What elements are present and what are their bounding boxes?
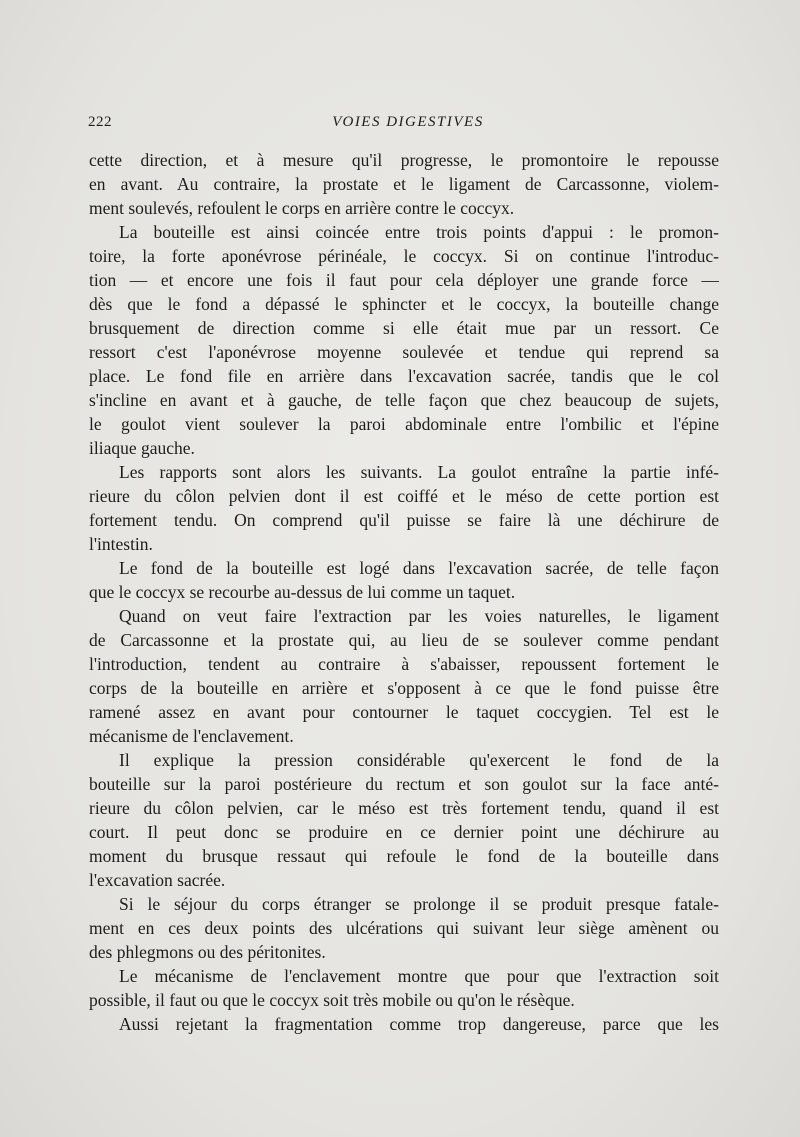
text-line: possible, il faut ou que le coccyx soit très mobile ou qu'on le résèque. bbox=[89, 990, 575, 1010]
text-line: ressort c'est l'aponévrose moyenne soulevée et tendue qui reprend sa bbox=[89, 342, 719, 362]
text-line: en avant. Au contraire, la prostate et le ligament de Carcassonne, violem- bbox=[89, 174, 719, 194]
text-line: l'introduction, tendent au contraire à s'abaisser, repoussent fortement le bbox=[89, 654, 719, 674]
text-line: fortement tendu. On comprend qu'il puisse se faire là une déchirure de bbox=[89, 510, 719, 530]
text-line: Aussi rejetant la fragmentation comme trop dangereuse, parce que les bbox=[119, 1014, 719, 1034]
text-line: bouteille sur la paroi postérieure du rectum et son goulot sur la face anté- bbox=[89, 774, 719, 794]
text-line: rieure du côlon pelvien, car le méso est très fortement tendu, quand il est bbox=[89, 798, 719, 818]
text-line: corps de la bouteille en arrière et s'opposent à ce que le fond puisse être bbox=[89, 678, 719, 698]
text-line: Quand on veut faire l'extraction par les voies naturelles, le ligament bbox=[119, 606, 719, 626]
text-line: Il explique la pression considérable qu'exercent le fond de la bbox=[119, 750, 719, 770]
text-line: Les rapports sont alors les suivants. La goulot entraîne la partie infé- bbox=[119, 462, 719, 482]
text-line: des phlegmons ou des péritonites. bbox=[89, 942, 326, 962]
text-line: tion — et encore une fois il faut pour cela déployer une grande force — bbox=[89, 270, 719, 290]
text-line: iliaque gauche. bbox=[89, 438, 195, 458]
text-line: Le mécanisme de l'enclavement montre que pour que l'extraction soit bbox=[119, 966, 719, 986]
text-line: que le coccyx se recourbe au-dessus de lui comme un taquet. bbox=[89, 582, 516, 602]
text-line: cette direction, et à mesure qu'il progresse, le promontoire le repousse bbox=[89, 150, 719, 170]
text-line: de Carcassonne et la prostate qui, au lieu de se soulever comme pendant bbox=[89, 630, 719, 650]
text-line: La bouteille est ainsi coincée entre trois points d'appui : le promon- bbox=[119, 222, 719, 242]
text-line: brusquement de direction comme si elle était mue par un ressort. Ce bbox=[89, 318, 719, 338]
running-head bbox=[88, 114, 718, 138]
text-line: toire, la forte aponévrose périnéale, le coccyx. Si on continue l'introduc- bbox=[89, 246, 719, 266]
text-line: Le fond de la bouteille est logé dans l'excavation sacrée, de telle façon bbox=[119, 558, 719, 578]
text-line: ment soulevés, refoulent le corps en arrière contre le coccyx. bbox=[89, 198, 515, 218]
text-line: ramené assez en avant pour contourner le taquet coccygien. Tel est le bbox=[89, 702, 719, 722]
text-line: l'excavation sacrée. bbox=[89, 870, 226, 890]
text-line: mécanisme de l'enclavement. bbox=[89, 726, 294, 746]
text-line: court. Il peut donc se produire en ce dernier point une déchirure au bbox=[89, 822, 719, 842]
text-line: moment du brusque ressaut qui refoule le fond de la bouteille dans bbox=[89, 846, 719, 866]
text-line: dès que le fond a dépassé le sphincter et le coccyx, la bouteille change bbox=[89, 294, 719, 314]
text-line: Si le séjour du corps étranger se prolonge il se produit presque fatale- bbox=[119, 894, 719, 914]
text-line: l'intestin. bbox=[89, 534, 153, 554]
text-line: s'incline en avant et à gauche, de telle façon que chez beaucoup de sujets, bbox=[89, 390, 719, 410]
text-line: rieure du côlon pelvien dont il est coiffé et le méso de cette portion est bbox=[89, 486, 719, 506]
section-title: VOIES DIGESTIVES bbox=[332, 114, 484, 130]
text-line: place. Le fond file en arrière dans l'excavation sacrée, tandis que le col bbox=[89, 366, 719, 386]
text-line: ment en ces deux points des ulcérations qui suivant leur siège amènent ou bbox=[89, 918, 719, 938]
page-number: 222 bbox=[88, 114, 112, 130]
text-line: le goulot vient soulever la paroi abdominale entre l'ombilic et l'épine bbox=[89, 414, 719, 434]
body-text bbox=[89, 148, 719, 1036]
